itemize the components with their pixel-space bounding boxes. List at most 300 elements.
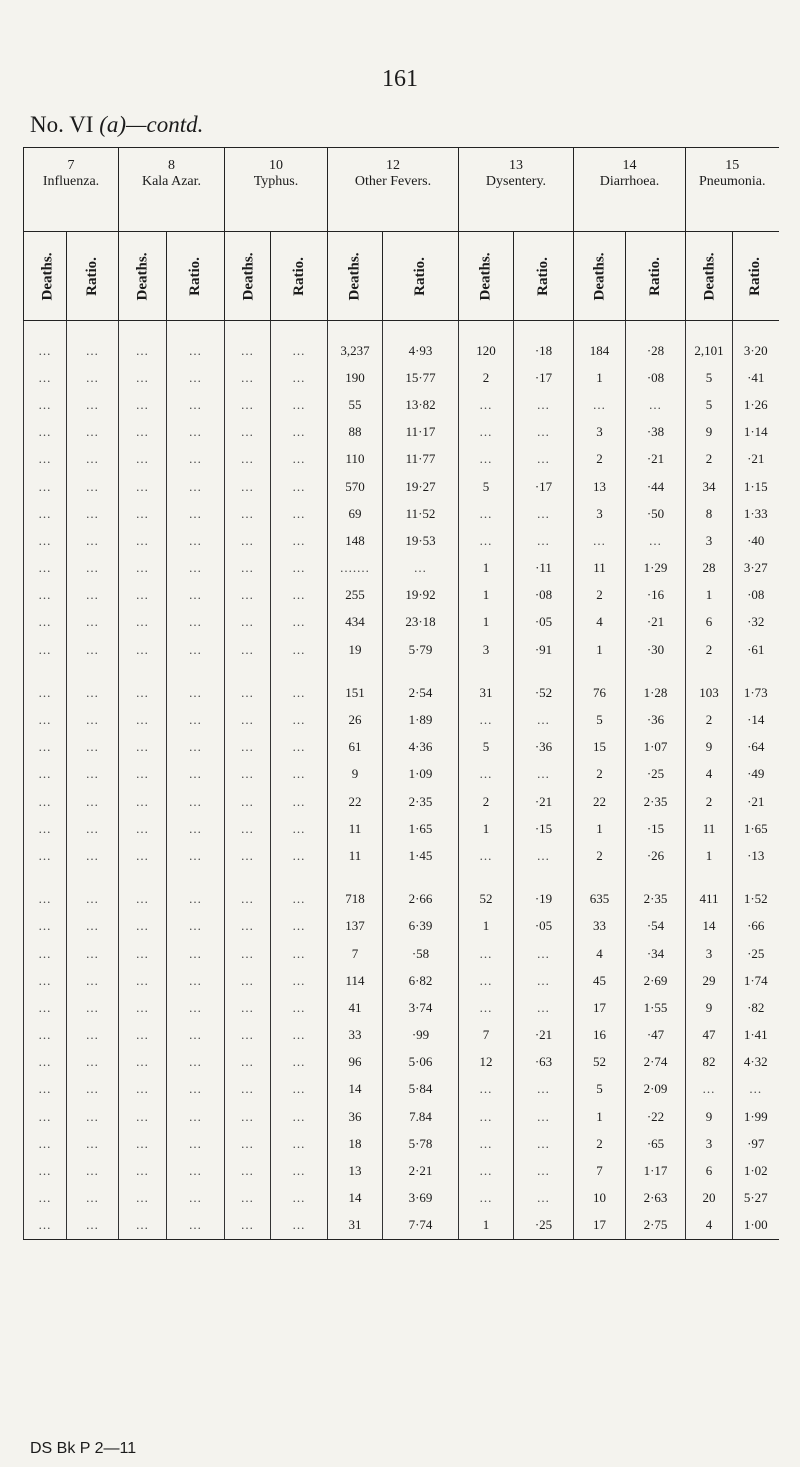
deaths-cell: ...	[225, 1022, 271, 1049]
table-row	[24, 706, 779, 733]
deaths-cell: ...	[225, 473, 271, 500]
ratio-cell: ...	[167, 913, 225, 940]
ratio-cell: 1·65	[733, 815, 779, 842]
ratio-cell: 2·74	[626, 1049, 686, 1076]
table-row	[24, 555, 779, 582]
ratio-cell: ...	[167, 1157, 225, 1184]
deaths-header	[119, 232, 167, 321]
deaths-cell: ...	[574, 391, 626, 418]
ratio-cell: 2·35	[626, 788, 686, 815]
deaths-cell: ...	[225, 1076, 271, 1103]
ratio-cell: ·63	[514, 1049, 574, 1076]
ratio-cell: ...	[271, 761, 328, 788]
deaths-cell: ...	[24, 446, 67, 473]
deaths-cell: 2	[686, 636, 733, 663]
deaths-cell: 2	[574, 582, 626, 609]
ratio-cell: ...	[167, 1022, 225, 1049]
ratio-cell: ...	[67, 761, 119, 788]
deaths-cell: ...	[24, 706, 67, 733]
ratio-cell: 1·55	[626, 994, 686, 1021]
deaths-cell: 148	[328, 527, 383, 554]
deaths-cell: 2	[459, 788, 514, 815]
page-number: 161	[382, 66, 418, 92]
deaths-cell: ...	[225, 967, 271, 994]
deaths-label: Deaths.	[590, 252, 607, 300]
ratio-cell: ·91	[514, 636, 574, 663]
ratio-cell: ·05	[514, 609, 574, 636]
ratio-cell: ·11	[514, 555, 574, 582]
disease-header-diarrhoea: Diarrhoea.	[574, 174, 686, 232]
deaths-cell: 20	[686, 1185, 733, 1212]
ratio-cell: ...	[67, 527, 119, 554]
table-row	[24, 1130, 779, 1157]
table-row	[24, 788, 779, 815]
ratio-cell: ...	[167, 788, 225, 815]
deaths-cell: 16	[574, 1022, 626, 1049]
ratio-cell: ...	[514, 527, 574, 554]
deaths-cell: ...	[459, 706, 514, 733]
ratio-cell: 1·45	[383, 842, 459, 869]
ratio-cell: ...	[271, 663, 328, 706]
ratio-cell: ...	[514, 1103, 574, 1130]
table-row	[24, 663, 779, 706]
deaths-cell: ...	[225, 419, 271, 446]
deaths-cell: ...	[119, 555, 167, 582]
deaths-cell: 4	[686, 761, 733, 788]
deaths-cell: ...	[225, 582, 271, 609]
ratio-cell: ·17	[514, 473, 574, 500]
ratio-cell: ...	[271, 734, 328, 761]
deaths-cell: ...	[225, 1103, 271, 1130]
deaths-cell: ...	[459, 761, 514, 788]
ratio-cell: 19·27	[383, 473, 459, 500]
deaths-cell: ...	[24, 609, 67, 636]
deaths-cell: ...	[225, 994, 271, 1021]
disease-header-pneumonia: Pneumonia.	[686, 174, 779, 232]
deaths-cell: ...	[119, 967, 167, 994]
ratio-cell: 5·78	[383, 1130, 459, 1157]
deaths-cell: 3	[686, 1130, 733, 1157]
table-row	[24, 1212, 779, 1240]
deaths-cell: 88	[328, 419, 383, 446]
ratio-label: Ratio.	[84, 256, 100, 296]
deaths-cell: ...	[574, 527, 626, 554]
table-row	[24, 419, 779, 446]
deaths-cell: 61	[328, 734, 383, 761]
deaths-cell: ...	[24, 870, 67, 913]
ratio-cell: ·15	[626, 815, 686, 842]
ratio-cell: ...	[167, 473, 225, 500]
ratio-cell: ...	[271, 527, 328, 554]
deaths-label: Deaths.	[477, 252, 494, 300]
ratio-cell: ...	[167, 555, 225, 582]
ratio-cell: ·21	[626, 609, 686, 636]
deaths-cell: 45	[574, 967, 626, 994]
ratio-cell: 2·63	[626, 1185, 686, 1212]
ratio-cell: ...	[167, 761, 225, 788]
deaths-cell: 28	[686, 555, 733, 582]
ratio-cell: 1·17	[626, 1157, 686, 1184]
ratio-cell: ...	[67, 788, 119, 815]
deaths-cell: 33	[574, 913, 626, 940]
ratio-cell: 1·65	[383, 815, 459, 842]
ratio-cell: ...	[167, 1076, 225, 1103]
deaths-cell: 82	[686, 1049, 733, 1076]
deaths-cell: ...	[119, 446, 167, 473]
subheader-row	[24, 232, 779, 321]
ratio-cell: ·21	[733, 788, 779, 815]
deaths-cell: 31	[459, 663, 514, 706]
ratio-cell: ...	[67, 815, 119, 842]
ratio-cell: 1·00	[733, 1212, 779, 1240]
ratio-cell: 1·15	[733, 473, 779, 500]
deaths-cell: 1	[459, 1212, 514, 1240]
deaths-cell: 2,101	[686, 321, 733, 365]
deaths-cell: ...	[24, 636, 67, 663]
deaths-cell: ...	[119, 815, 167, 842]
ratio-cell: ...	[626, 527, 686, 554]
table-row	[24, 582, 779, 609]
deaths-cell: 36	[328, 1103, 383, 1130]
deaths-cell: 103	[686, 663, 733, 706]
ratio-cell: ...	[67, 967, 119, 994]
deaths-cell: 5	[574, 1076, 626, 1103]
table-row	[24, 913, 779, 940]
heading-suffix: —contd.	[126, 112, 204, 137]
ratio-cell: ...	[514, 761, 574, 788]
deaths-cell: 52	[574, 1049, 626, 1076]
ratio-cell: ·17	[514, 364, 574, 391]
ratio-header	[383, 232, 459, 321]
deaths-cell: 5	[686, 391, 733, 418]
ratio-cell: 15·77	[383, 364, 459, 391]
deaths-cell: ...	[119, 842, 167, 869]
ratio-cell: ...	[67, 419, 119, 446]
ratio-cell: ...	[514, 706, 574, 733]
deaths-cell: ...	[459, 967, 514, 994]
ratio-cell: ...	[167, 636, 225, 663]
deaths-cell: ...	[225, 555, 271, 582]
deaths-cell: 9	[328, 761, 383, 788]
deaths-cell: 9	[686, 1103, 733, 1130]
ratio-cell: ...	[167, 1130, 225, 1157]
deaths-cell: 1	[686, 842, 733, 869]
ratio-cell: ...	[167, 870, 225, 913]
ratio-header	[67, 232, 119, 321]
deaths-cell: 12	[459, 1049, 514, 1076]
deaths-cell: ...	[225, 500, 271, 527]
deaths-cell: ...	[459, 1076, 514, 1103]
ratio-cell: ·52	[514, 663, 574, 706]
ratio-cell: ...	[383, 555, 459, 582]
table-row	[24, 1157, 779, 1184]
deaths-cell: ...	[225, 636, 271, 663]
ratio-cell: ...	[271, 1022, 328, 1049]
deaths-cell: 1	[459, 555, 514, 582]
ratio-cell: ...	[271, 500, 328, 527]
ratio-cell: ...	[167, 706, 225, 733]
deaths-cell: 52	[459, 870, 514, 913]
column-number: 15	[686, 148, 779, 175]
deaths-cell: 570	[328, 473, 383, 500]
deaths-cell: ...	[119, 788, 167, 815]
deaths-header	[574, 232, 626, 321]
ratio-cell: ...	[271, 609, 328, 636]
deaths-cell: ...	[24, 913, 67, 940]
deaths-cell: 2	[574, 446, 626, 473]
footer-code: DS Bk P 2—11	[30, 1440, 137, 1457]
ratio-cell: ·65	[626, 1130, 686, 1157]
ratio-cell: ·18	[514, 321, 574, 365]
deaths-cell: 22	[328, 788, 383, 815]
ratio-cell: ...	[271, 1185, 328, 1212]
ratio-cell: ...	[514, 500, 574, 527]
deaths-cell: 41	[328, 994, 383, 1021]
deaths-cell: ...	[119, 364, 167, 391]
deaths-cell: 1	[574, 636, 626, 663]
deaths-cell: ...	[459, 1185, 514, 1212]
ratio-cell: 1·07	[626, 734, 686, 761]
ratio-cell: ...	[514, 446, 574, 473]
deaths-label: Deaths.	[346, 252, 363, 300]
deaths-cell: ...	[24, 1076, 67, 1103]
disease-header-typhus: Typhus.	[225, 174, 328, 232]
deaths-cell: ...	[225, 1212, 271, 1240]
deaths-cell: 1	[459, 609, 514, 636]
deaths-cell: ...	[119, 473, 167, 500]
deaths-cell: ...	[459, 527, 514, 554]
deaths-cell: ...	[119, 1130, 167, 1157]
ratio-cell: ...	[514, 842, 574, 869]
ratio-cell: ...	[271, 1103, 328, 1130]
ratio-cell: ·36	[626, 706, 686, 733]
ratio-cell: 1·99	[733, 1103, 779, 1130]
ratio-cell: 6·82	[383, 967, 459, 994]
deaths-cell: 11	[328, 815, 383, 842]
deaths-cell: ...	[225, 940, 271, 967]
ratio-cell: ...	[67, 500, 119, 527]
ratio-header	[626, 232, 686, 321]
deaths-cell: ...	[119, 870, 167, 913]
deaths-cell: ...	[225, 609, 271, 636]
table-row	[24, 1076, 779, 1103]
deaths-cell: ...	[459, 1157, 514, 1184]
ratio-cell: ·61	[733, 636, 779, 663]
deaths-cell: ...	[24, 967, 67, 994]
deaths-cell: ...	[119, 419, 167, 446]
deaths-cell: 120	[459, 321, 514, 365]
ratio-cell: ...	[167, 967, 225, 994]
ratio-cell: ·54	[626, 913, 686, 940]
deaths-cell: ...	[225, 761, 271, 788]
deaths-cell: 3,237	[328, 321, 383, 365]
deaths-cell: ...	[119, 1022, 167, 1049]
disease-header-influenza: Influenza.	[24, 174, 119, 232]
deaths-cell: 18	[328, 1130, 383, 1157]
ratio-cell: 2·75	[626, 1212, 686, 1240]
ratio-cell: 3·27	[733, 555, 779, 582]
table-row	[24, 1103, 779, 1130]
ratio-cell: ...	[514, 1157, 574, 1184]
deaths-cell: 15	[574, 734, 626, 761]
ratio-cell: ...	[67, 706, 119, 733]
ratio-cell: ...	[67, 663, 119, 706]
deaths-header	[225, 232, 271, 321]
deaths-cell: 2	[574, 842, 626, 869]
ratio-cell: ·47	[626, 1022, 686, 1049]
deaths-cell: 1	[459, 913, 514, 940]
ratio-cell: ...	[271, 842, 328, 869]
ratio-header	[733, 232, 779, 321]
table-row	[24, 1185, 779, 1212]
deaths-cell: 1	[459, 582, 514, 609]
disease-header-dysentery: Dysentery.	[459, 174, 574, 232]
deaths-cell: 9	[686, 419, 733, 446]
ratio-cell: 5·06	[383, 1049, 459, 1076]
ratio-cell: ...	[67, 582, 119, 609]
ratio-cell: ·34	[626, 940, 686, 967]
deaths-cell: 76	[574, 663, 626, 706]
ratio-cell: 5·27	[733, 1185, 779, 1212]
deaths-cell: ...	[225, 870, 271, 913]
deaths-cell: 5	[459, 734, 514, 761]
deaths-cell: 255	[328, 582, 383, 609]
ratio-cell: ...	[167, 842, 225, 869]
deaths-cell: 137	[328, 913, 383, 940]
ratio-cell: ...	[514, 419, 574, 446]
deaths-cell: ...	[459, 500, 514, 527]
deaths-cell: ...	[24, 1157, 67, 1184]
ratio-cell: ·08	[733, 582, 779, 609]
ratio-cell: ...	[271, 1130, 328, 1157]
ratio-cell: ...	[514, 1185, 574, 1212]
table-row	[24, 870, 779, 913]
deaths-cell: 3	[459, 636, 514, 663]
ratio-label: Ratio.	[535, 256, 551, 296]
deaths-cell: ...	[24, 473, 67, 500]
ratio-cell: ·44	[626, 473, 686, 500]
table-row	[24, 321, 779, 365]
ratio-cell: ...	[271, 582, 328, 609]
ratio-cell: ...	[167, 1212, 225, 1240]
ratio-cell: ...	[514, 967, 574, 994]
deaths-cell: ...	[225, 1049, 271, 1076]
deaths-cell: ...	[225, 321, 271, 365]
ratio-header	[271, 232, 328, 321]
ratio-cell: 19·53	[383, 527, 459, 554]
ratio-cell: ·97	[733, 1130, 779, 1157]
disease-name-row	[24, 174, 779, 232]
deaths-cell: 7	[328, 940, 383, 967]
deaths-cell: ...	[119, 734, 167, 761]
ratio-cell: ...	[167, 500, 225, 527]
ratio-cell: 5·79	[383, 636, 459, 663]
ratio-cell: ...	[514, 1130, 574, 1157]
deaths-cell: 411	[686, 870, 733, 913]
ratio-cell: ·41	[733, 364, 779, 391]
ratio-cell: ...	[67, 1185, 119, 1212]
deaths-cell: ...	[119, 1049, 167, 1076]
deaths-cell: 14	[328, 1076, 383, 1103]
deaths-cell: 47	[686, 1022, 733, 1049]
deaths-cell: 34	[686, 473, 733, 500]
deaths-cell: ...	[24, 994, 67, 1021]
deaths-cell: 7	[459, 1022, 514, 1049]
heading-prefix: No. VI	[30, 112, 100, 137]
ratio-cell: 19·92	[383, 582, 459, 609]
ratio-cell: ...	[271, 636, 328, 663]
disease-header-kala-azar: Kala Azar.	[119, 174, 225, 232]
deaths-cell: 33	[328, 1022, 383, 1049]
deaths-cell: ...	[119, 391, 167, 418]
deaths-cell: ...	[119, 321, 167, 365]
table-row	[24, 473, 779, 500]
column-number: 12	[328, 148, 459, 175]
table-row	[24, 1049, 779, 1076]
deaths-cell: 22	[574, 788, 626, 815]
column-number: 13	[459, 148, 574, 175]
deaths-cell: ...	[24, 761, 67, 788]
ratio-cell: ·38	[626, 419, 686, 446]
ratio-cell: ·13	[733, 842, 779, 869]
ratio-cell: 1·52	[733, 870, 779, 913]
deaths-cell: ...	[24, 500, 67, 527]
ratio-cell: ·30	[626, 636, 686, 663]
ratio-cell: 1·14	[733, 419, 779, 446]
ratio-cell: 7.84	[383, 1103, 459, 1130]
deaths-cell: ...	[459, 391, 514, 418]
deaths-cell: ...	[225, 734, 271, 761]
ratio-label: Ratio.	[187, 256, 203, 296]
deaths-cell: ...	[119, 1212, 167, 1240]
deaths-label: Deaths.	[240, 252, 257, 300]
ratio-label: Ratio.	[290, 256, 307, 296]
ratio-cell: ...	[67, 1130, 119, 1157]
deaths-cell: ...	[119, 994, 167, 1021]
ratio-cell: ...	[67, 1157, 119, 1184]
ratio-cell: ...	[67, 473, 119, 500]
deaths-cell: ...	[225, 913, 271, 940]
ratio-cell: ...	[271, 321, 328, 365]
ratio-cell: 11·52	[383, 500, 459, 527]
ratio-cell: ·50	[626, 500, 686, 527]
ratio-cell: 1·09	[383, 761, 459, 788]
ratio-cell: ·36	[514, 734, 574, 761]
deaths-cell: ...	[24, 734, 67, 761]
deaths-cell: ...	[24, 842, 67, 869]
ratio-cell: 5·84	[383, 1076, 459, 1103]
ratio-cell: 3·69	[383, 1185, 459, 1212]
ratio-cell: ...	[271, 1212, 328, 1240]
deaths-cell: ...	[24, 1022, 67, 1049]
deaths-cell: ...	[119, 609, 167, 636]
deaths-cell: ...	[24, 321, 67, 365]
deaths-cell: ...	[24, 1185, 67, 1212]
ratio-cell: ·25	[514, 1212, 574, 1240]
ratio-cell: 11·17	[383, 419, 459, 446]
table-body	[24, 321, 779, 1240]
ratio-cell: ...	[271, 473, 328, 500]
ratio-cell: ...	[67, 913, 119, 940]
ratio-cell: ·22	[626, 1103, 686, 1130]
deaths-cell: ...	[119, 527, 167, 554]
deaths-cell: ...	[225, 527, 271, 554]
deaths-label: Deaths.	[701, 252, 718, 300]
deaths-header	[686, 232, 733, 321]
ratio-cell: ...	[67, 1076, 119, 1103]
deaths-cell: ...	[119, 913, 167, 940]
deaths-cell: ...	[225, 788, 271, 815]
